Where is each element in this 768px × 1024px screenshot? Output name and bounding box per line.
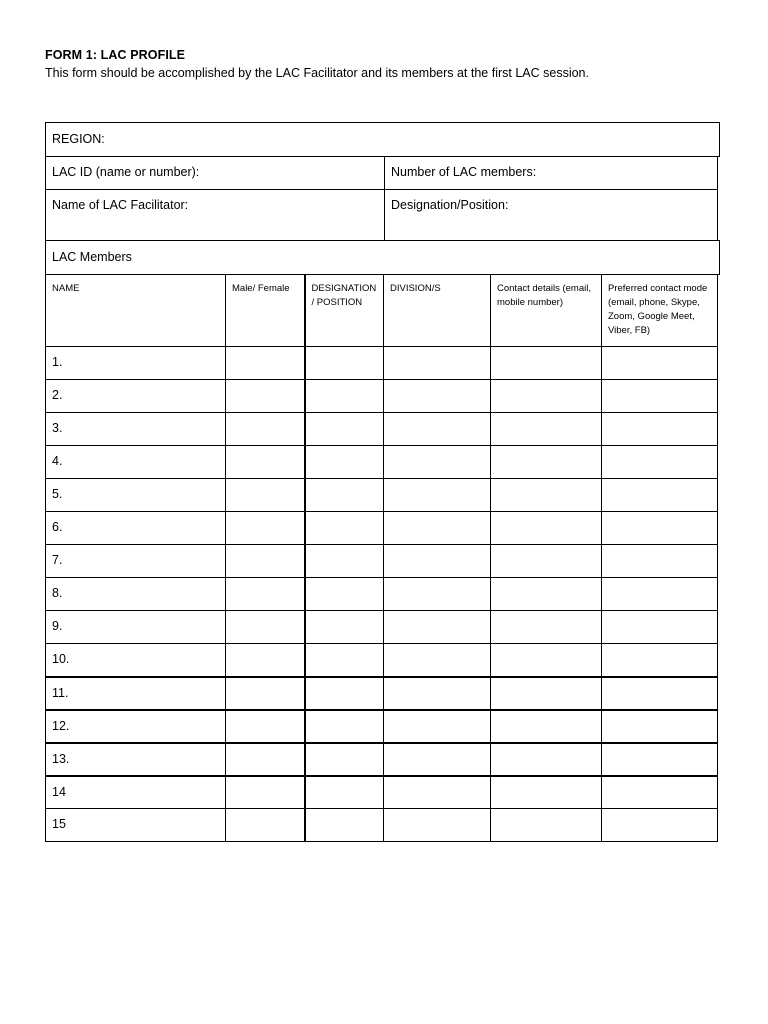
table-row: [46, 545, 718, 578]
name-cell[interactable]: [46, 347, 226, 380]
designation-cell[interactable]: [305, 578, 384, 611]
designation-position-field[interactable]: [384, 189, 718, 241]
region-field[interactable]: [45, 122, 720, 157]
table-row: [46, 512, 718, 545]
gender-cell[interactable]: [226, 446, 305, 479]
designation-cell[interactable]: [305, 710, 384, 743]
division-cell[interactable]: [384, 710, 491, 743]
preferred-contact-cell[interactable]: [602, 677, 718, 710]
contact-details-cell[interactable]: [491, 644, 602, 677]
gender-cell[interactable]: [226, 743, 305, 776]
name-cell[interactable]: [46, 743, 226, 776]
form-title: FORM 1: LAC PROFILE: [45, 48, 186, 62]
contact-details-cell[interactable]: [491, 809, 602, 842]
row-number: 1.: [52, 355, 63, 369]
contact-details-cell[interactable]: [491, 512, 602, 545]
gender-cell[interactable]: [226, 512, 305, 545]
gender-cell[interactable]: [226, 545, 305, 578]
members-table: [45, 274, 718, 842]
lac-members-label: LAC Members: [52, 250, 132, 264]
column-header-name: NAME: [46, 275, 226, 347]
table-row: [46, 380, 718, 413]
row-number: 6.: [52, 520, 63, 534]
division-cell[interactable]: [384, 413, 491, 446]
column-header-division: DIVISION/S: [384, 275, 491, 347]
contact-details-cell[interactable]: [491, 710, 602, 743]
preferred-contact-cell[interactable]: [602, 710, 718, 743]
table-row: [46, 347, 718, 380]
column-header-designation: DESIGNATION / POSITION: [305, 275, 384, 347]
preferred-contact-cell[interactable]: [602, 413, 718, 446]
division-cell[interactable]: [384, 512, 491, 545]
members-table-header-row: [46, 275, 718, 347]
preferred-contact-cell[interactable]: [602, 380, 718, 413]
gender-cell[interactable]: [226, 776, 305, 809]
designation-cell[interactable]: [305, 380, 384, 413]
row-number: 14: [52, 784, 66, 799]
gender-cell[interactable]: [226, 578, 305, 611]
designation-position-label: Designation/Position:: [391, 198, 509, 212]
division-cell[interactable]: [384, 776, 491, 809]
row-number: 13.: [52, 751, 70, 766]
num-members-field[interactable]: [384, 157, 718, 190]
division-cell[interactable]: [384, 347, 491, 380]
row-number: 9.: [52, 619, 63, 633]
division-cell[interactable]: [384, 809, 491, 842]
column-header-gender: Male/ Female: [226, 275, 305, 347]
row-number: 8.: [52, 586, 63, 600]
name-cell[interactable]: [46, 380, 226, 413]
facilitator-name-field[interactable]: [45, 189, 385, 241]
designation-cell[interactable]: [305, 446, 384, 479]
lac-id-field[interactable]: [45, 157, 385, 190]
contact-details-cell[interactable]: [491, 413, 602, 446]
gender-cell[interactable]: [226, 710, 305, 743]
contact-details-cell[interactable]: [491, 479, 602, 512]
lac-members-header: [45, 240, 720, 275]
gender-cell[interactable]: [226, 413, 305, 446]
contact-details-cell[interactable]: [491, 347, 602, 380]
num-members-label: Number of LAC members:: [391, 165, 537, 179]
name-cell[interactable]: [46, 512, 226, 545]
region-label: REGION:: [52, 132, 105, 146]
division-cell[interactable]: [384, 611, 491, 644]
division-cell[interactable]: [384, 380, 491, 413]
column-header-contact-details: Contact details (email, mobile number): [491, 275, 602, 347]
gender-cell[interactable]: [226, 644, 305, 677]
table-row: [46, 479, 718, 512]
column-header-preferred-contact: Preferred contact mode (email, phone, Skype, Zoom, Google Meet, Viber, FB): [602, 275, 718, 347]
name-cell[interactable]: [46, 710, 226, 743]
preferred-contact-cell[interactable]: [602, 578, 718, 611]
name-cell[interactable]: [46, 776, 226, 809]
designation-cell[interactable]: [305, 545, 384, 578]
preferred-contact-cell[interactable]: [602, 347, 718, 380]
preferred-contact-cell[interactable]: [602, 743, 718, 776]
division-cell[interactable]: [384, 644, 491, 677]
gender-cell[interactable]: [226, 677, 305, 710]
row-number: 15: [52, 817, 66, 831]
row-number: 4.: [52, 454, 63, 468]
name-cell[interactable]: [46, 644, 226, 677]
designation-cell[interactable]: [305, 644, 384, 677]
table-row: [46, 743, 718, 776]
name-cell[interactable]: [46, 545, 226, 578]
name-cell[interactable]: [46, 677, 226, 710]
designation-cell[interactable]: [305, 809, 384, 842]
name-cell[interactable]: [46, 578, 226, 611]
division-cell[interactable]: [384, 743, 491, 776]
gender-cell[interactable]: [226, 611, 305, 644]
facilitator-name-label: Name of LAC Facilitator:: [52, 198, 189, 212]
preferred-contact-cell[interactable]: [602, 512, 718, 545]
row-number: 12.: [52, 718, 70, 733]
table-row: [46, 611, 718, 644]
preferred-contact-cell[interactable]: [602, 479, 718, 512]
preferred-contact-cell[interactable]: [602, 446, 718, 479]
row-number: 10.: [52, 652, 70, 666]
designation-cell[interactable]: [305, 479, 384, 512]
table-row: [46, 776, 718, 809]
row-number: 2.: [52, 388, 63, 402]
division-cell[interactable]: [384, 479, 491, 512]
preferred-contact-cell[interactable]: [602, 809, 718, 842]
division-cell[interactable]: [384, 446, 491, 479]
gender-cell[interactable]: [226, 479, 305, 512]
name-cell[interactable]: [46, 413, 226, 446]
row-number: 3.: [52, 421, 63, 435]
name-cell[interactable]: [46, 611, 226, 644]
row-number: 7.: [52, 553, 63, 567]
name-cell[interactable]: [46, 479, 226, 512]
contact-details-cell[interactable]: [491, 446, 602, 479]
contact-details-cell[interactable]: [491, 611, 602, 644]
division-cell[interactable]: [384, 545, 491, 578]
table-row: [46, 677, 718, 710]
designation-cell[interactable]: [305, 512, 384, 545]
designation-cell[interactable]: [305, 743, 384, 776]
designation-cell[interactable]: [305, 413, 384, 446]
table-row: [46, 644, 718, 677]
form-instructions: This form should be accomplished by the LAC Facilitator and its members at the first LAC session.: [45, 66, 589, 80]
row-number: 5.: [52, 487, 63, 501]
contact-details-cell[interactable]: [491, 380, 602, 413]
name-cell[interactable]: [46, 446, 226, 479]
preferred-contact-cell[interactable]: [602, 776, 718, 809]
table-row: [46, 413, 718, 446]
division-cell[interactable]: [384, 677, 491, 710]
table-row: [46, 446, 718, 479]
designation-cell[interactable]: [305, 776, 384, 809]
division-cell[interactable]: [384, 578, 491, 611]
preferred-contact-cell[interactable]: [602, 611, 718, 644]
contact-details-cell[interactable]: [491, 776, 602, 809]
designation-cell[interactable]: [305, 677, 384, 710]
contact-details-cell[interactable]: [491, 743, 602, 776]
contact-details-cell[interactable]: [491, 677, 602, 710]
table-row: [46, 710, 718, 743]
contact-details-cell[interactable]: [491, 578, 602, 611]
contact-details-cell[interactable]: [491, 545, 602, 578]
row-number: 11.: [52, 685, 69, 700]
preferred-contact-cell[interactable]: [602, 545, 718, 578]
designation-cell[interactable]: [305, 347, 384, 380]
gender-cell[interactable]: [226, 809, 305, 842]
lac-id-label: LAC ID (name or number):: [52, 165, 200, 179]
gender-cell[interactable]: [226, 347, 305, 380]
table-row: [46, 809, 718, 842]
table-row: [46, 578, 718, 611]
designation-cell[interactable]: [305, 611, 384, 644]
gender-cell[interactable]: [226, 380, 305, 413]
preferred-contact-cell[interactable]: [602, 644, 718, 677]
name-cell[interactable]: [46, 809, 226, 842]
